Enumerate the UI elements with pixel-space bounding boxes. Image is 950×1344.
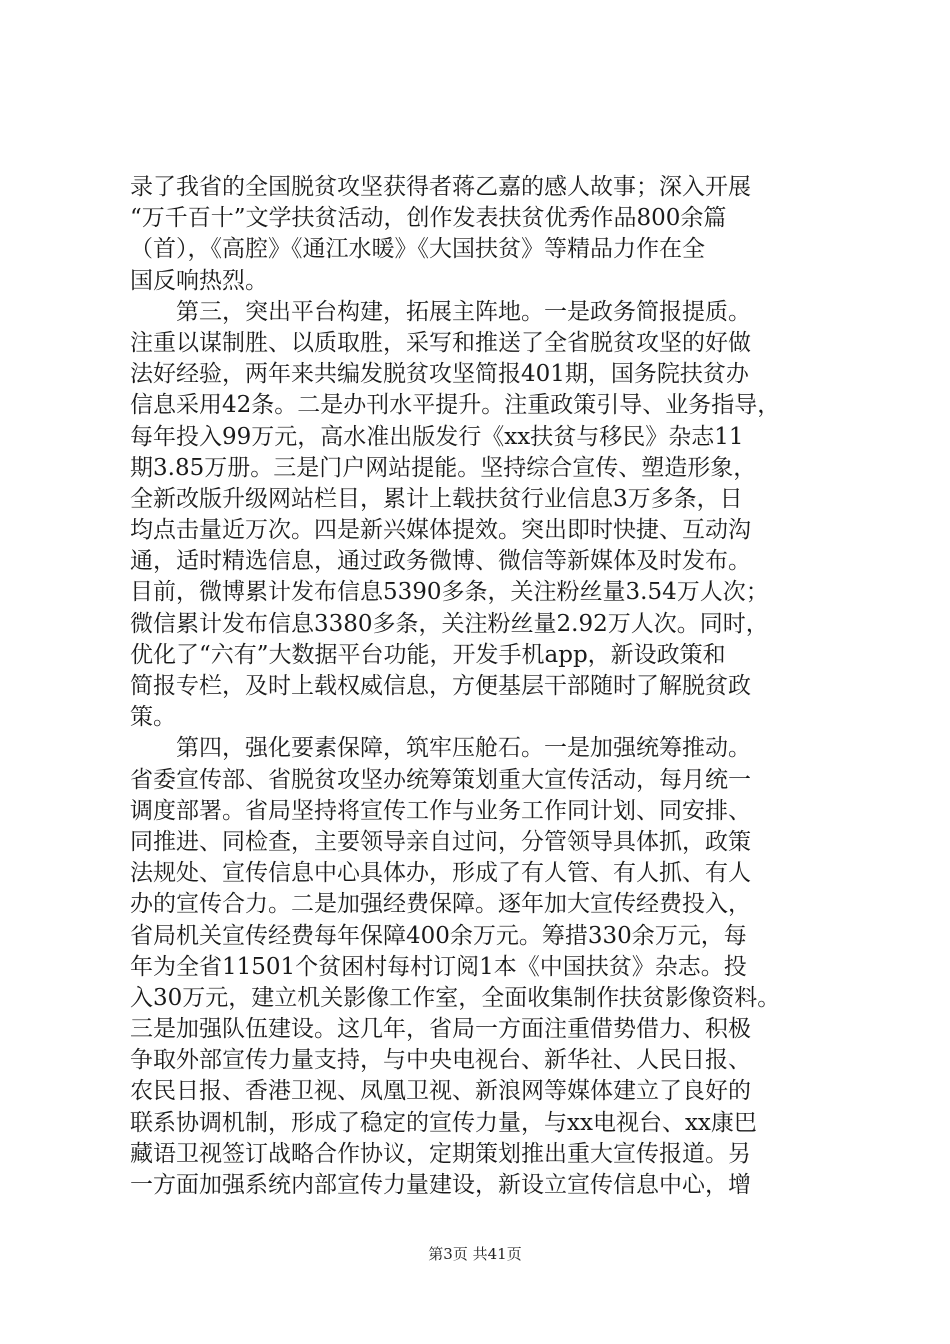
text-line: 简报专栏，及时上载权威信息，方便基层干部随时了解脱贫政: [130, 673, 751, 699]
text-line: 入30万元，建立机关影像工作室，全面收集制作扶贫影像资料。: [130, 984, 781, 1011]
text-line: （首），《高腔》《通江水暖》《大国扶贫》等精品力作在全: [130, 236, 705, 263]
text-line: 信息采用42条。二是办刊水平提升。注重政策引导、业务指导，: [130, 392, 781, 419]
text-line: 法好经验，两年来共编发脱贫攻坚简报401期，国务院扶贫办: [130, 361, 749, 388]
text-line: 期3.85万册。三是门户网站提能。坚持综合宣传、塑造形象，: [130, 454, 757, 481]
text-line: 第四，强化要素保障，筑牢压舱石。一是加强统筹推动。: [130, 735, 751, 762]
text-line: 联系协调机制，形成了稳定的宣传力量，与xx电视台、xx康巴: [130, 1109, 757, 1136]
text-line: 注重以谋制胜、以质取胜，采写和推送了全省脱贫攻坚的好做: [130, 329, 751, 356]
text-line: 调度部署。省局坚持将宣传工作与业务工作同计划、同安排、: [130, 797, 751, 824]
body-text: [130, 172, 830, 1201]
text-line: 农民日报、香港卫视、凤凰卫视、新浪网等媒体建立了良好的: [130, 1078, 751, 1105]
text-line: “万千百十”文学扶贫活动，创作发表扶贫优秀作品800余篇: [130, 205, 727, 232]
page-footer: 第3页 共41页: [428, 1245, 522, 1263]
text-line: 争取外部宣传力量支持，与中央电视台、新华社、人民日报、: [130, 1047, 751, 1074]
text-line: 均点击量近万次。四是新兴媒体提效。突出即时快捷、互动沟: [130, 517, 751, 544]
text-line: 法规处、宣传信息中心具体办，形成了有人管、有人抓、有人: [130, 860, 751, 887]
text-line: 藏语卫视签订战略合作协议，定期策划推出重大宣传报道。另: [130, 1140, 751, 1167]
text-line: 每年投入99万元，高水准出版发行《xx扶贫与移民》杂志11: [130, 423, 744, 450]
text-line: 省局机关宣传经费每年保障400余万元。筹措330余万元，每: [130, 922, 747, 949]
text-line: 优化了“六有”大数据平台功能，开发手机app，新设政策和: [130, 641, 726, 668]
text-line: 年为全省11501个贫困村每村订阅1本《中国扶贫》杂志。投: [130, 953, 747, 980]
text-line: 目前，微博累计发布信息5390多条，关注粉丝量3.54万人次；: [130, 579, 769, 606]
text-line: 策。: [130, 704, 176, 731]
text-line: 办的宣传合力。二是加强经费保障。逐年加大宣传经费投入，: [130, 891, 751, 918]
text-line: 同推进、同检查，主要领导亲自过问，分管领导具体抓，政策: [130, 828, 751, 855]
text-line: 全新改版升级网站栏目，累计上载扶贫行业信息3万多条，日: [130, 485, 743, 512]
text-line: 通，适时精选信息，通过政务微博、微信等新媒体及时发布。: [130, 548, 751, 575]
text-line: 微信累计发布信息3380多条，关注粉丝量2.92万人次。同时，: [130, 610, 769, 637]
text-line: 三是加强队伍建设。这几年，省局一方面注重借势借力、积极: [130, 1016, 751, 1043]
text-line: 录了我省的全国脱贫攻坚获得者蒋乙嘉的感人故事；深入开展: [130, 174, 751, 200]
text-line: 国反响热烈。: [130, 267, 268, 294]
text-line: 第三，突出平台构建，拓展主阵地。一是政务简报提质。: [130, 298, 751, 325]
text-line: 一方面加强系统内部宣传力量建设，新设立宣传信息中心，增: [130, 1172, 751, 1198]
text-line: 省委宣传部、省脱贫攻坚办统筹策划重大宣传活动，每月统一: [130, 766, 751, 793]
